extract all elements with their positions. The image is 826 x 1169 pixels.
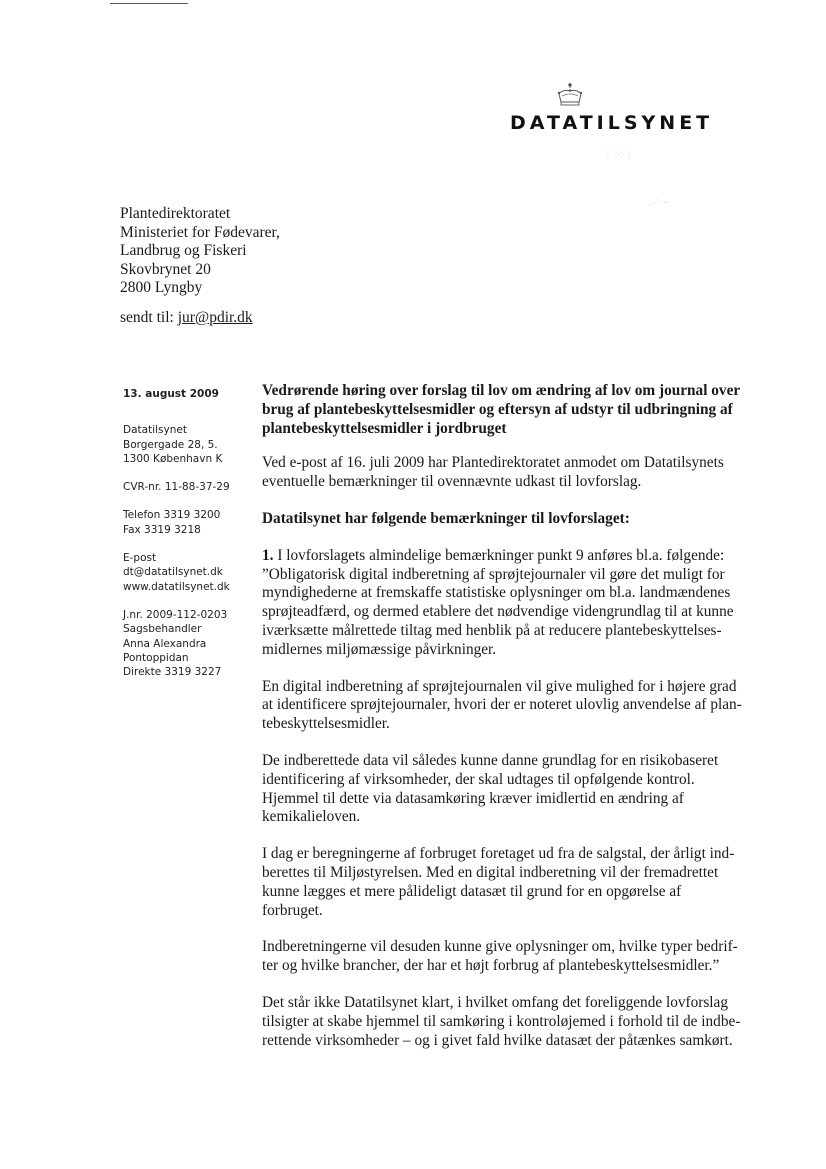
body-paragraph-4: I dag er beregningerne af forbruget foretaget ud fra de salgstal, der årligt ind-berettes til Miljøstyrelsen. Med en digital indberetning vil der fremadrettet kunne lægges et mere pålideligt datasæt til grund for en opgørelse af forbruget. [262,845,735,919]
recipient-address [120,205,280,298]
phone-block [123,508,253,537]
top-scan-line [110,3,188,4]
body-paragraph-6: Det står ikke Datatilsynet klart, i hvilket omfang det foreliggende lovforslag tilsigter at skabe hjemmel til samkøring i kontroløjemed i forhold til de indbe-rettende virksomheder – og i givet fald hvilke datasæt der påtænkes samkørt. [262,993,741,1049]
case-handler-name: Anna Alexandra [123,637,207,650]
address-line: Landbrug og Fiskeri [120,242,247,260]
body-paragraph-5: Indberetningerne vil desuden kunne give oplysninger om, hvilke typer bedrif-ter og hvilke brancher, der har et højt forbrug af plantebeskyttelsesmidler.” [262,938,738,975]
letter-subject: Vedrørende høring over forslag til lov om ændring af lov om journal over brug af plantebeskyttelsesmidler og eftersyn af udstyr til udbringning af plantebeskyttelsesmidler i jordbruget [262,382,740,437]
case-block [123,608,253,679]
intro-paragraph: Ved e-post af 16. juli 2009 har Plantedirektoratet anmodet om Datatilsynets eventuelle bemærkninger til ovennævnte udkast til lovforslag. [262,454,724,491]
section-heading: Datatilsynet har følgende bemærkninger til lovforslaget: [262,509,630,527]
paragraph-text: I lovforslagets almindelige bemærkninger punkt 9 anføres bl.a. følgende: ”Obligatorisk digital indberetning af sprøjtejournaler vil gøre det muligt for myndighederne at fremskaffe statistiske oplysninger om bl.a. landmændenes sprøjteadfærd, og dermed etablere det nødvendige videngrundlag til at kunne iværksætte målrettede tiltag med henblik på at reducere plantebeskyttelses-midlernes miljømæssige påvirkninger. [262,546,734,658]
address-line: Plantedirektoratet [120,205,231,222]
letter-body [262,382,742,1068]
address-line: Skovbrynet 20 [120,260,211,278]
case-number: J.nr. 2009-112-0203 [123,608,228,621]
sent-email-link[interactable]: jur@pdir.dk [177,309,253,326]
email-label: E-post [123,552,157,565]
crown-logo-icon [555,82,585,110]
scan-smudge: ⋰ ⋯ [650,198,669,207]
phone-line: Telefon 3319 3200 [123,509,221,522]
sender-email-link[interactable]: dt@datatilsynet.dk [123,566,223,579]
letter-date: 13. august 2009 [123,388,219,400]
sender-sidebar [123,387,253,693]
sender-line: Datatilsynet [123,424,187,437]
fax-line: Fax 3319 3218 [123,523,201,536]
website-link[interactable]: www.datatilsynet.dk [123,580,230,593]
direct-phone: Direkte 3319 3227 [123,666,222,679]
sent-label: sendt til: [120,309,174,326]
case-handler-surname: Pontoppidan [123,651,189,664]
body-paragraph-1 [262,547,742,660]
sender-address [123,423,253,466]
scan-smudge: ⋮ ⋰ ⋮ [604,150,634,159]
sent-to [120,309,253,327]
logo-wordmark: DATATILSYNET [510,112,714,134]
address-line: 2800 Lyngby [120,279,203,297]
body-paragraph-2: En digital indberetning af sprøjtejournalen vil give mulighed for i højere grad at identificere sprøjtejournaler, hvori der er noteret ulovlig anvendelse af plan-tebeskyttelsesmidler. [262,677,742,733]
cvr-number [123,480,253,494]
address-line: Ministeriet for Fødevarer, [120,223,280,241]
body-paragraph-3: De indberettede data vil således kunne danne grundlag for en risikobaseret identificering af virksomheder, der skal udtages til opfølgende kontrol. Hjemmel til dette via datasamkøring kræver imidlertid en ændring af kemikalieloven. [262,751,719,826]
case-handler-label: Sagsbehandler [123,623,202,636]
cvr-line: CVR-nr. 11-88-37-29 [123,481,230,494]
contact-block [123,551,253,594]
sender-line: 1300 København K [123,452,223,465]
sender-line: Borgergade 28, 5. [123,438,218,451]
point-number: 1. [262,546,274,564]
